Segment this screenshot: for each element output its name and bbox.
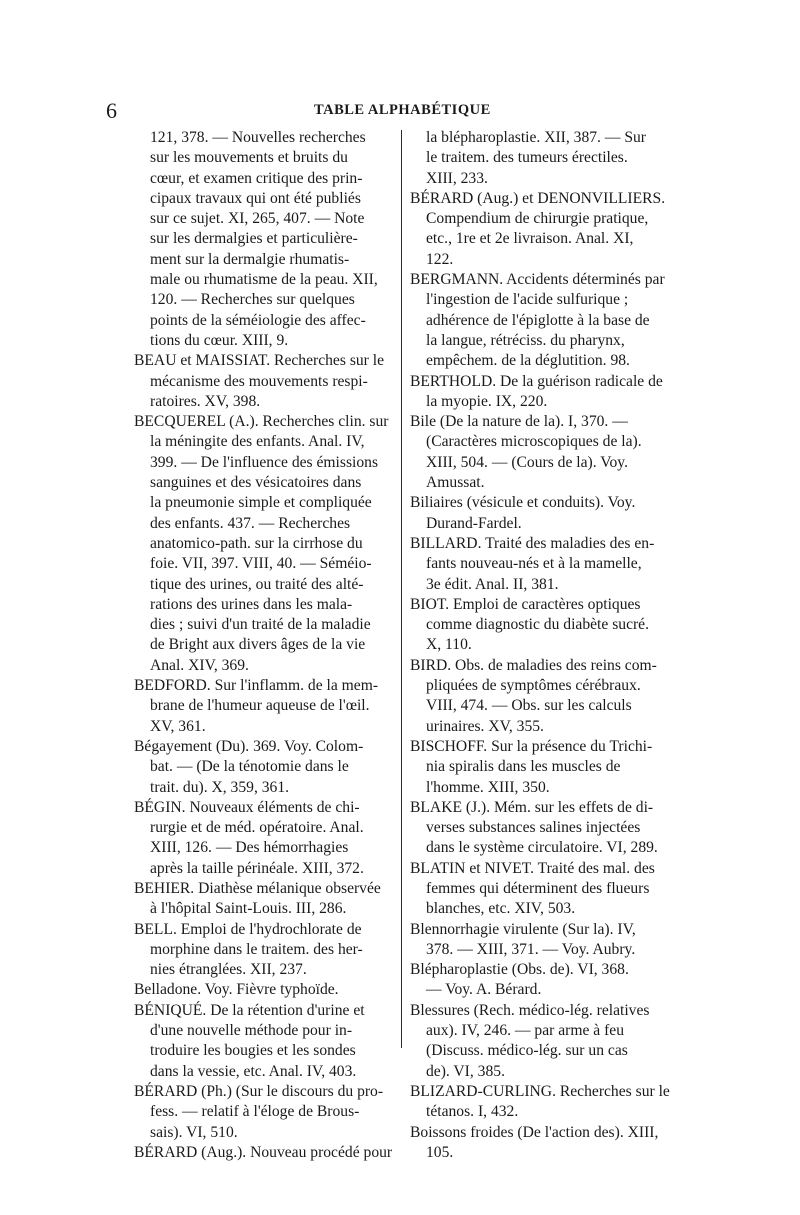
- index-line: Blépharoplastie (Obs. de). VI, 368.: [410, 961, 629, 979]
- index-line: BÉRARD (Aug.) et DENONVILLIERS.: [410, 189, 666, 207]
- index-line: bat. — (De la ténotomie dans le: [150, 758, 349, 776]
- index-line: aux). IV, 246. — par arme à feu: [426, 1022, 625, 1040]
- index-line: dans la vessie, etc. Anal. IV, 403.: [150, 1062, 357, 1080]
- index-line: Blennorrhagie virulente (Sur la). IV,: [410, 920, 636, 938]
- index-line: dans le système circulatoire. VI, 289.: [426, 839, 658, 857]
- index-line: BELL. Emploi de l'hydrochlorate de: [134, 920, 362, 938]
- index-line: Bile (De la nature de la). I, 370. —: [410, 413, 628, 431]
- index-line: — Voy. A. Bérard.: [426, 981, 542, 999]
- index-line: cœur, et examen critique des prin-: [150, 169, 363, 187]
- index-line: 120. — Recherches sur quelques: [150, 291, 355, 309]
- index-line: BÉRARD (Ph.) (Sur le discours du pro-: [134, 1082, 384, 1100]
- index-line: 399. — De l'influence des émissions: [150, 453, 379, 471]
- index-line: trait. du). X, 359, 361.: [150, 778, 290, 796]
- index-line: BEAU et MAISSIAT. Recherches sur le: [134, 352, 385, 370]
- index-line: BLIZARD-CURLING. Recherches sur le: [410, 1082, 670, 1100]
- index-line: rations des urines dans les mala-: [150, 595, 353, 613]
- index-line: BIOT. Emploi de caractères optiques: [410, 595, 641, 613]
- index-line: à l'hôpital Saint-Louis. III, 286.: [150, 900, 347, 918]
- index-line: morphine dans le traitem. des her-: [150, 940, 363, 958]
- index-line: (Caractères microscopiques de la).: [426, 433, 642, 451]
- index-line: BILLARD. Traité des maladies des en-: [410, 534, 655, 552]
- index-line: Bégayement (Du). 369. Voy. Colom-: [134, 737, 364, 755]
- index-line: BIRD. Obs. de maladies des reins com-: [410, 656, 657, 674]
- index-line: la langue, rétréciss. du pharynx,: [426, 331, 625, 349]
- index-line: BÉRARD (Aug.). Nouveau procédé pour: [134, 1143, 393, 1161]
- index-line: pliquées de symptômes cérébraux.: [426, 677, 641, 695]
- index-line: fants nouveau-nés et à la mamelle,: [426, 555, 642, 573]
- index-line: BERTHOLD. De la guérison radicale de: [410, 372, 663, 390]
- index-line: tétanos. I, 432.: [426, 1103, 519, 1121]
- index-line: empêchem. de la déglutition. 98.: [426, 352, 630, 370]
- index-line: BEHIER. Diathèse mélanique observée: [134, 879, 381, 897]
- index-line: cipaux travaux qui ont été publiés: [150, 189, 361, 207]
- index-line: sanguines et des vésicatoires dans: [150, 474, 362, 492]
- index-line: Belladone. Voy. Fièvre typhoïde.: [134, 981, 339, 999]
- index-line: blanches, etc. XIV, 503.: [426, 900, 576, 918]
- index-line: etc., 1re et 2e livraison. Anal. XI,: [426, 230, 634, 248]
- index-line: BECQUEREL (A.). Recherches clin. sur: [134, 413, 389, 431]
- index-line: après la taille périnéale. XIII, 372.: [150, 859, 364, 877]
- index-line: la pneumonie simple et compliquée: [150, 494, 372, 512]
- index-line: Amussat.: [426, 474, 485, 492]
- index-line: dies ; suivi d'un traité de la maladie: [150, 616, 371, 634]
- index-line: foie. VII, 397. VIII, 40. — Séméio-: [150, 555, 372, 573]
- index-line: d'une nouvelle méthode pour in-: [150, 1022, 353, 1040]
- index-line: Biliaires (vésicule et conduits). Voy.: [410, 494, 636, 512]
- right-column: [410, 128, 668, 1163]
- index-line: Compendium de chirurgie pratique,: [426, 210, 649, 228]
- index-line: XIII, 233.: [426, 169, 488, 187]
- index-line: 3e édit. Anal. II, 381.: [426, 575, 559, 593]
- index-line: la blépharoplastie. XII, 387. — Sur: [426, 129, 646, 146]
- index-line: sur ce sujet. XI, 265, 407. — Note: [150, 210, 365, 228]
- index-line: BLATIN et NIVET. Traité des mal. des: [410, 859, 655, 877]
- index-line: l'ingestion de l'acide sulfurique ;: [426, 291, 629, 309]
- index-line: X, 110.: [426, 636, 472, 654]
- index-line: BISCHOFF. Sur la présence du Trichi-: [410, 737, 653, 755]
- index-line: anatomico-path. sur la cirrhose du: [150, 534, 363, 552]
- index-line: VIII, 474. — Obs. sur les calculs: [426, 697, 632, 715]
- index-line: la myopie. IX, 220.: [426, 392, 548, 410]
- index-line: 122.: [426, 250, 454, 268]
- index-line: XIII, 504. — (Cours de la). Voy.: [426, 453, 628, 471]
- index-line: sur les mouvements et bruits du: [150, 149, 348, 167]
- index-line: Blessures (Rech. médico-lég. relatives: [410, 1001, 650, 1019]
- index-line: fess. — relatif à l'éloge de Brous-: [150, 1103, 360, 1121]
- index-line: sur les dermalgies et particulière-: [150, 230, 358, 248]
- index-line: sais). VI, 510.: [150, 1123, 238, 1141]
- index-line: urinaires. XV, 355.: [426, 717, 544, 735]
- index-line: Durand-Fardel.: [426, 514, 522, 532]
- index-line: 378. — XIII, 371. — Voy. Aubry.: [426, 940, 636, 958]
- index-line: de Bright aux divers âges de la vie: [150, 636, 366, 654]
- index-line: adhérence de l'épiglotte à la base de: [426, 311, 650, 329]
- index-line: l'homme. XIII, 350.: [426, 778, 550, 796]
- index-line: nies étranglées. XII, 237.: [150, 961, 307, 979]
- index-line: verses substances salines injectées: [426, 819, 641, 837]
- index-line: XIII, 126. — Des hémorrhagies: [150, 839, 349, 857]
- index-line: brane de l'humeur aqueuse de l'œil.: [150, 697, 370, 715]
- index-line: ment sur la dermalgie rhumatis-: [150, 250, 350, 268]
- index-line: 105.: [426, 1143, 454, 1161]
- index-line: des enfants. 437. — Recherches: [150, 514, 351, 532]
- running-head: TABLE ALPHABÉTIQUE: [314, 102, 491, 118]
- index-line: (Discuss. médico-lég. sur un cas: [426, 1042, 628, 1060]
- index-line: nia spiralis dans les muscles de: [426, 758, 621, 776]
- index-line: XV, 361.: [150, 717, 206, 735]
- index-line: points de la séméiologie des affec-: [150, 311, 366, 329]
- page-number: 6: [106, 98, 117, 123]
- index-line: Anal. XIV, 369.: [150, 656, 249, 674]
- index-line: tique des urines, ou traité des alté-: [150, 575, 364, 593]
- index-line: femmes qui déterminent des flueurs: [426, 879, 650, 897]
- index-line: BÉNIQUÉ. De la rétention d'urine et: [134, 1001, 365, 1019]
- index-line: BÉGIN. Nouveaux éléments de chi-: [134, 798, 360, 816]
- index-line: comme diagnostic du diabète sucré.: [426, 616, 650, 634]
- index-line: troduire les bougies et les sondes: [150, 1042, 356, 1060]
- index-line: BLAKE (J.). Mém. sur les effets de di-: [410, 798, 654, 816]
- index-line: le traitem. des tumeurs érectiles.: [426, 149, 628, 167]
- left-column: [134, 128, 396, 1163]
- index-line: tions du cœur. XIII, 9.: [150, 331, 289, 349]
- index-line: ratoires. XV, 398.: [150, 392, 261, 410]
- index-line: mécanisme des mouvements respi-: [150, 372, 368, 390]
- index-line: Boissons froides (De l'action des). XIII,: [410, 1123, 659, 1141]
- column-rule: [401, 130, 402, 1048]
- index-line: 121, 378. — Nouvelles recherches: [150, 129, 366, 146]
- index-line: BERGMANN. Accidents déterminés par: [410, 271, 665, 289]
- index-line: male ou rhumatisme de la peau. XII,: [150, 271, 378, 289]
- index-line: de). VI, 385.: [426, 1062, 505, 1080]
- index-line: rurgie et de méd. opératoire. Anal.: [150, 819, 364, 837]
- index-line: BEDFORD. Sur l'inflamm. de la mem-: [134, 677, 379, 695]
- index-line: la méningite des enfants. Anal. IV,: [150, 433, 365, 451]
